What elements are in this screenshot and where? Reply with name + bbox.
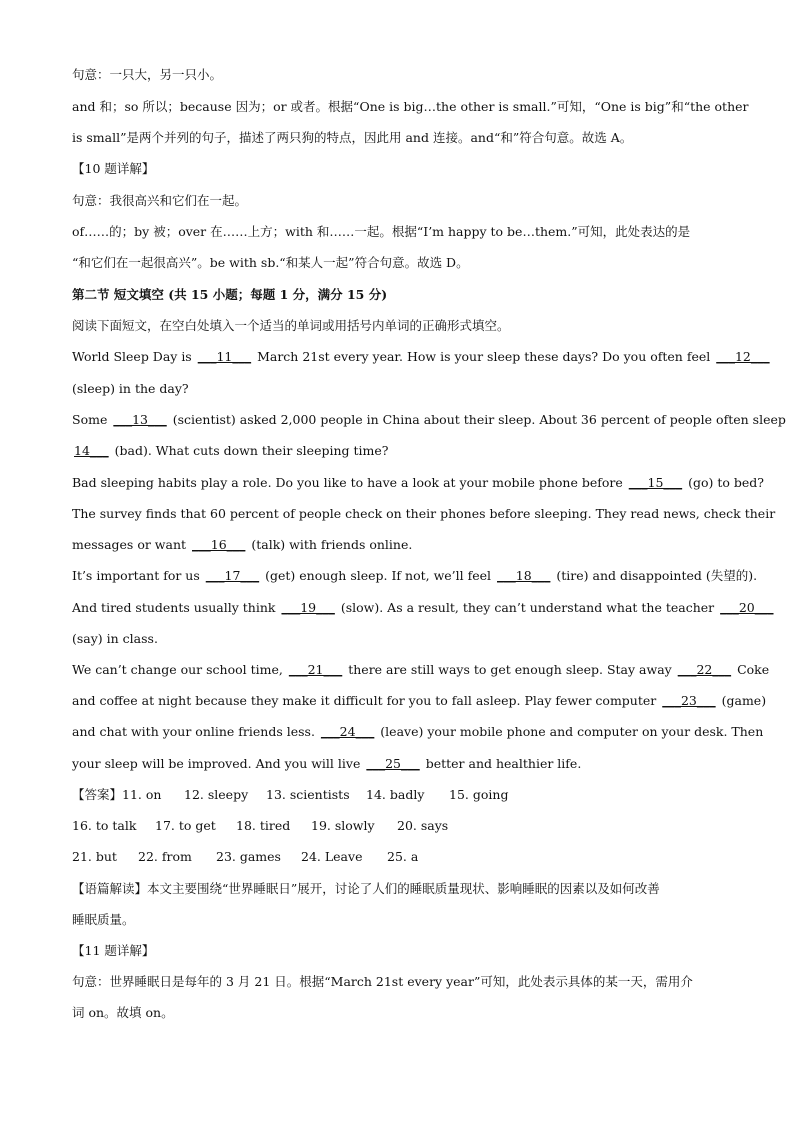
blank-16: ___16___ (192, 537, 246, 552)
passage-line: (say) in class. (72, 631, 158, 646)
text-line: 句意：我很高兴和它们在一起。 (72, 193, 248, 208)
answer-item: 22. from (138, 849, 192, 864)
blank-23: ___23___ (662, 693, 716, 708)
text-line: of……的；by 被；over 在……上方；with 和……一起。根据“I’m happy to be…them.”可知，此处表达的是 (72, 224, 691, 239)
section-title: 第二节 短文填空 (共 15 小题；每题 1 分，满分 15 分) (72, 287, 388, 302)
passage-text: World Sleep Day is (72, 349, 196, 364)
answer-item: 11. on (122, 787, 162, 802)
blank-15: ___15___ (628, 475, 683, 490)
passage-text: We can’t change our school time, (72, 662, 287, 677)
passage-text: (tire) and disappointed (失望的). (552, 568, 758, 583)
passage-text: your sleep will be improved. And you will live (72, 756, 365, 771)
text-line: 句意：世界睡眠日是每年的 3 月 21 日。根据“March 21st every year”可知，此处表示具体的某一天，需用介 (72, 974, 693, 989)
passage-line (72, 597, 774, 619)
answer-item: 25. a (387, 849, 419, 864)
passage-text: (talk) with friends online. (247, 537, 413, 552)
passage-text: (game) (717, 693, 767, 708)
answer-item: 18. tired (236, 818, 291, 833)
passage-line (72, 659, 770, 681)
blank-14: 14___ (74, 443, 109, 458)
passage-text: Some (72, 412, 112, 427)
passage-text: And tired students usually think (72, 600, 280, 615)
passage-line (72, 753, 724, 775)
text-line: 句意：一只大，另一只小。 (72, 67, 223, 82)
answer-item: 19. slowly (311, 818, 375, 833)
passage-line: The survey finds that 60 percent of people check on their phones before sleeping. They read news, check their (72, 506, 776, 521)
blank-13: ___13___ (113, 412, 167, 427)
blank-22: ___22___ (677, 662, 732, 677)
passage-text: Bad sleeping habits play a role. Do you like to have a look at your mobile phone before (72, 475, 627, 490)
blank-18: ___18___ (497, 568, 551, 583)
blank-24: ___24___ (320, 724, 375, 739)
passage-text: (slow). As a result, they can’t understand what the teacher (336, 600, 719, 615)
passage-text: (scientist) asked 2,000 people in China about their sleep. About 36 percent of people often sleep (168, 412, 786, 427)
passage-line (72, 472, 765, 494)
text-line: and 和；so 所以；because 因为；or 或者。根据“One is big…the other is small.”可知，“One is big”和“the other (72, 99, 749, 114)
blank-25: ___25___ (366, 756, 420, 771)
passage-line (72, 721, 764, 743)
blank-21: ___21___ (288, 662, 343, 677)
answer-item: 20. says (397, 818, 449, 833)
answer-item: 16. to talk (72, 818, 137, 833)
passage-line (72, 534, 724, 556)
passage-line: (sleep) in the day? (72, 381, 189, 396)
blank-19: ___19___ (281, 600, 335, 615)
passage-text: (leave) your mobile phone and computer on your desk. Then (376, 724, 764, 739)
answer-item: 21. but (72, 849, 117, 864)
text-line: 睡眠质量。 (72, 912, 135, 927)
passage-text: (bad). What cuts down their sleeping time? (110, 443, 389, 458)
answer-row (72, 846, 724, 868)
passage-line (72, 409, 786, 431)
passage-line (72, 690, 767, 712)
passage-line (72, 440, 724, 462)
answer-item: 23. games (216, 849, 281, 864)
passage-text: messages or want (72, 537, 190, 552)
answer-item: 12. sleepy (184, 787, 249, 802)
blank-12: ___12___ (716, 349, 770, 364)
answer-item: 14. badly (366, 787, 425, 802)
section-heading: 【10 题详解】 (72, 161, 155, 176)
answer-item: 15. going (449, 787, 509, 802)
passage-text: and coffee at night because they make it difficult for you to fall asleep. Play fewer computer (72, 693, 661, 708)
passage-text: Coke (733, 662, 770, 677)
answer-item: 17. to get (155, 818, 216, 833)
answer-item: 24. Leave (301, 849, 363, 864)
text-line: 词 on。故填 on。 (72, 1005, 174, 1020)
passage-text: and chat with your online friends less. (72, 724, 319, 739)
passage-text: (go) to bed? (684, 475, 765, 490)
blank-11: ___11___ (197, 349, 252, 364)
blank-20: ___20___ (720, 600, 774, 615)
passage-text: March 21st every year. How is your sleep these days? Do you often feel (253, 349, 715, 364)
passage-text: (get) enough sleep. If not, we’ll feel (261, 568, 496, 583)
passage-text: It’s important for us (72, 568, 204, 583)
section-heading: 【11 题详解】 (72, 943, 155, 958)
answer-item: 13. scientists (266, 787, 350, 802)
blank-17: ___17___ (205, 568, 260, 583)
passage-line (72, 346, 770, 368)
text-line: is small”是两个并列的句子，描述了两只狗的特点，因此用 and 连接。and“和”符合句意。故选 A。 (72, 130, 633, 145)
instruction-line: 阅读下面短文，在空白处填入一个适当的单词或用括号内单词的正确形式填空。 (72, 318, 510, 333)
answer-row (72, 815, 724, 837)
text-line: “和它们在一起很高兴”。be with sb.“和某人一起”符合句意。故选 D。 (72, 255, 469, 270)
text-line: 【语篇解读】本文主要围绕“世界睡眠日”展开，讨论了人们的睡眠质量现状、影响睡眠的因素以及如何改善 (72, 881, 660, 896)
answer-row (72, 784, 724, 806)
passage-text: there are still ways to get enough sleep. Stay away (344, 662, 676, 677)
passage-text: better and healthier life. (421, 756, 582, 771)
answer-label: 【答案】 (72, 787, 123, 802)
passage-line (72, 565, 758, 587)
